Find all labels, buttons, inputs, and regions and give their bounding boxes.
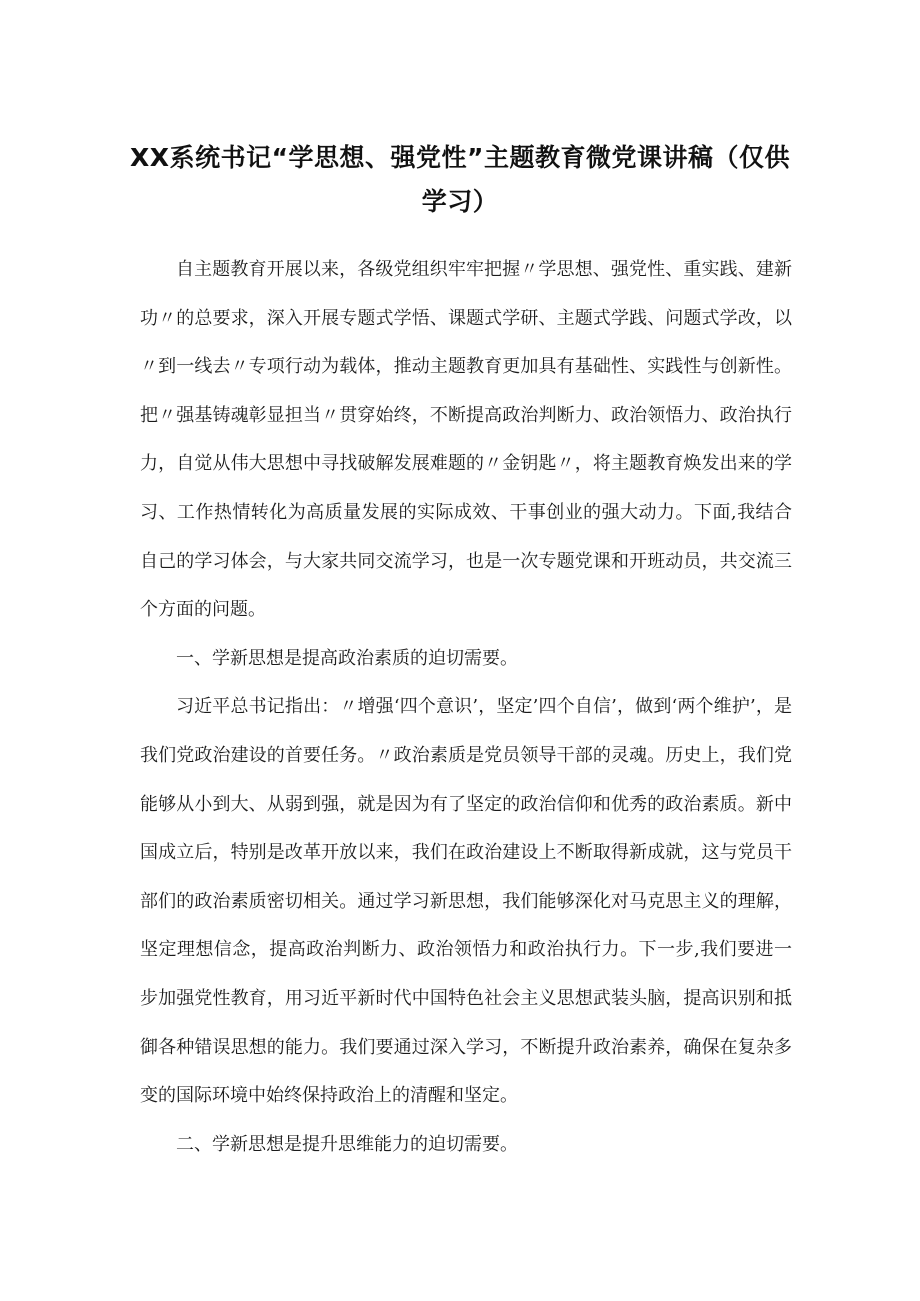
document-body	[140, 246, 792, 1169]
paragraph-section-1: 习近平总书记指出：〃增强‘四个意识’，坚定’四个自信’，做到‘两个维护’，是我们党政治建设的首要任务。〃政治素质是党员领导干部的灵魂。历史上，我们党能够从小到大、从弱到强，就是因为有了坚定的政治信仰和优秀的政治素质。新中国成立后，特别是改革开放以来，我们在政治建设上不断取得新成就，这与党员干部们的政治素质密切相关。通过学习新思想，我们能够深化对马克思主义的理解，坚定理想信念，提高政治判断力、政治领悟力和政治执行力。下一步,我们要进一步加强党性教育，用习近平新时代中国特色社会主义思想武装头脑，提高识别和抵御各种错误思想的能力。我们要通过深入学习，不断提升政治素养，确保在复杂多变的国际环境中始终保持政治上的清醒和坚定。	[140, 696, 792, 1107]
document-title	[120, 136, 800, 224]
paragraph-intro: 自主题教育开展以来，各级党组织牢牢把握〃学思想、强党性、重实践、建新功〃的总要求，深入开展专题式学悟、课题式学研、主题式学践、问题式学改，以〃到一线去〃专项行动为载体，推动主题教育更加具有基础性、实践性与创新性。把〃强基铸魂彰显担当〃贯穿始终，不断提高政治判断力、政治领悟力、政治执行力，自觉从伟大思想中寻找破解发展难题的〃金钥匙〃，将主题教育焕发出来的学习、工作热情转化为高质量发展的实际成效、干事创业的强大动力。下面,我结合自己的学习体会，与大家共同交流学习，也是一次专题党课和开班动员，共交流三个方面的问题。	[140, 259, 792, 621]
title-line-2: 学习）	[421, 187, 499, 216]
section-heading-1: 一、学新思想是提高政治素质的迫切需要。	[176, 647, 518, 669]
section-heading-2: 二、学新思想是提升思维能力的迫切需要。	[176, 1133, 518, 1155]
title-line-1: XX系统书记“学思想、强党性”主题教育微党课讲稿（仅供	[130, 143, 790, 172]
